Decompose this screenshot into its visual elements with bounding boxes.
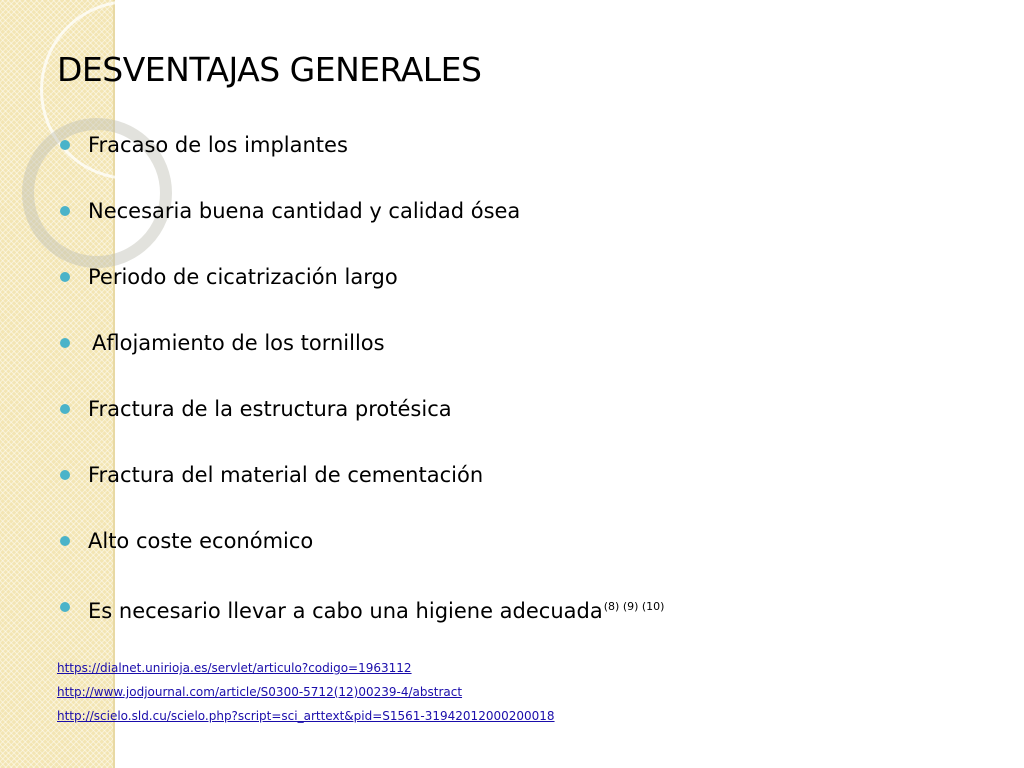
bullet-item (60, 124, 664, 190)
bullet-dot-icon (60, 404, 70, 414)
bullet-dot-icon (60, 140, 70, 150)
bullet-dot-icon (60, 272, 70, 282)
bullet-text: Alto coste económico (88, 529, 314, 553)
bullet-item (60, 388, 664, 454)
bullet-list (60, 124, 664, 652)
bullet-item (60, 322, 664, 388)
reference-link[interactable]: http://www.jodjournal.com/article/S0300-5712(12)00239-4/abstract (57, 685, 463, 699)
bullet-text-wrapper (88, 586, 664, 632)
bullet-text: Aflojamiento de los tornillos (92, 331, 385, 355)
bullet-text: Fracaso de los implantes (88, 133, 348, 157)
references (57, 656, 555, 728)
bullet-dot-icon (60, 602, 70, 612)
bullet-text: Es necesario llevar a cabo una higiene adecuada (88, 599, 603, 623)
bullet-text: Necesaria buena cantidad y calidad ósea (88, 199, 521, 223)
bullet-dot-icon (60, 470, 70, 480)
reference-link[interactable]: https://dialnet.unirioja.es/servlet/articulo?codigo=1963112 (57, 661, 412, 675)
bullet-item (60, 454, 664, 520)
bullet-text: Periodo de cicatrización largo (88, 265, 398, 289)
bullet-item (60, 190, 664, 256)
bullet-item (60, 520, 664, 586)
bullet-item (60, 586, 664, 652)
reference-link[interactable]: http://scielo.sld.cu/scielo.php?script=sci_arttext&pid=S1561-31942012000200018 (57, 709, 555, 723)
bullet-dot-icon (60, 536, 70, 546)
bullet-dot-icon (60, 206, 70, 216)
slide-title: DESVENTAJAS GENERALES (57, 50, 482, 89)
bullet-item (60, 256, 664, 322)
bullet-text: Fractura de la estructura protésica (88, 397, 452, 421)
citation-marker: (8) (9) (10) (603, 600, 665, 613)
bullet-dot-icon (60, 338, 70, 348)
bullet-text: Fractura del material de cementación (88, 463, 484, 487)
